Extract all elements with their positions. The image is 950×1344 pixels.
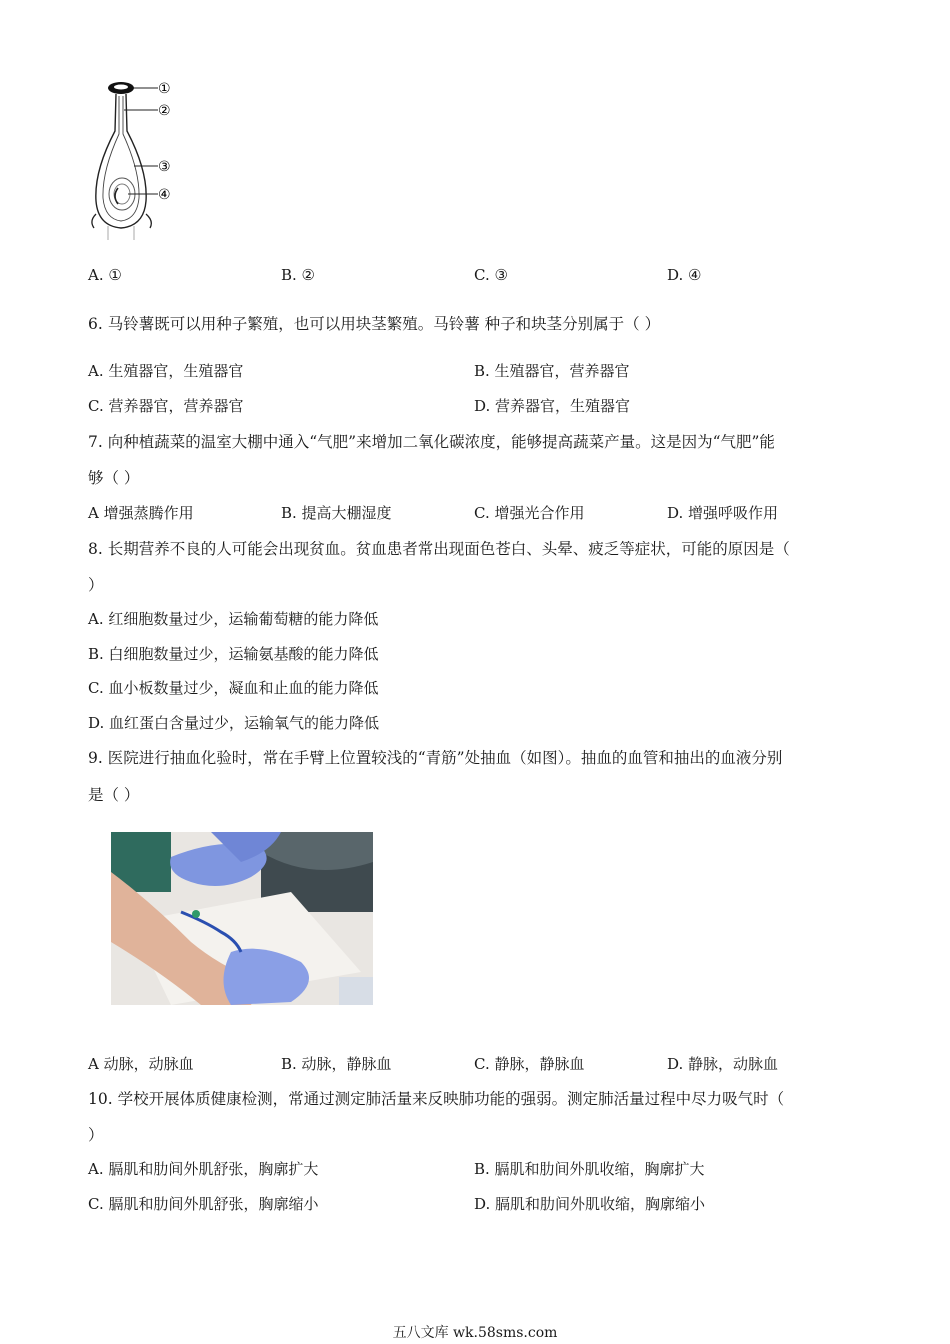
figure-label-1: ① (158, 81, 171, 97)
q5-option-c[interactable]: C. ③ (474, 266, 508, 284)
q8-stem-line2: ） (88, 576, 104, 594)
q7-option-c[interactable]: C. 增强光合作用 (474, 504, 585, 522)
q8-option-c[interactable]: C. 血小板数量过少，凝血和止血的能力降低 (88, 679, 379, 697)
q10-stem-line1: 10. 学校开展体质健康检测，常通过测定肺活量来反映肺功能的强弱。测定肺活量过程中尽力吸气时（ (88, 1090, 785, 1108)
blood-draw-photo (111, 832, 373, 1005)
footer-watermark: 五八文库 wk.58sms.com (392, 1325, 558, 1341)
q9-option-c[interactable]: C. 静脉，静脉血 (474, 1055, 585, 1073)
figure-label-4: ④ (158, 187, 171, 203)
q9-option-b[interactable]: B. 动脉，静脉血 (281, 1055, 392, 1073)
q5-option-a[interactable]: A. ① (88, 266, 122, 284)
q7-option-d[interactable]: D. 增强呼吸作用 (667, 504, 779, 522)
q8-stem-line1: 8. 长期营养不良的人可能会出现贫血。贫血患者常出现面色苍白、头晕、疲乏等症状，可能的原因是（ (88, 540, 790, 558)
q7-stem-line2: 够（ ） (88, 469, 140, 487)
q10-option-a[interactable]: A. 膈肌和肋间外肌舒张，胸廓扩大 (88, 1160, 319, 1178)
q7-option-b[interactable]: B. 提高大棚湿度 (281, 504, 392, 522)
q10-option-d[interactable]: D. 膈肌和肋间外肌收缩，胸廓缩小 (474, 1195, 706, 1213)
q9-option-d[interactable]: D. 静脉，动脉血 (667, 1055, 779, 1073)
q8-option-b[interactable]: B. 白细胞数量过少，运输氨基酸的能力降低 (88, 645, 379, 663)
q6-stem: 6. 马铃薯既可以用种子繁殖，也可以用块茎繁殖。马铃薯 种子和块茎分别属于（ ） (88, 315, 661, 333)
q6-option-a[interactable]: A. 生殖器官，生殖器官 (88, 362, 244, 380)
q10-stem-line2: ） (88, 1126, 104, 1144)
q6-option-b[interactable]: B. 生殖器官，营养器官 (474, 362, 630, 380)
q6-option-c[interactable]: C. 营养器官，营养器官 (88, 397, 244, 415)
q9-option-a[interactable]: A 动脉，动脉血 (88, 1055, 194, 1073)
q10-option-c[interactable]: C. 膈肌和肋间外肌舒张，胸廓缩小 (88, 1195, 319, 1213)
q10-option-b[interactable]: B. 膈肌和肋间外肌收缩，胸廓扩大 (474, 1160, 705, 1178)
q6-option-d[interactable]: D. 营养器官，生殖器官 (474, 397, 631, 415)
figure-label-3: ③ (158, 159, 171, 175)
q7-stem-line1: 7. 向种植蔬菜的温室大棚中通入“气肥”来增加二氧化碳浓度，能够提高蔬菜产量。这是因为“气肥”能 (88, 433, 775, 451)
figure-label-2: ② (158, 103, 171, 119)
q9-stem-line2: 是（ ） (88, 786, 140, 804)
q8-option-d[interactable]: D. 血红蛋白含量过少，运输氧气的能力降低 (88, 714, 380, 732)
q5-option-b[interactable]: B. ② (281, 266, 316, 284)
pistil-diagram (84, 76, 184, 242)
q5-option-d[interactable]: D. ④ (667, 266, 702, 284)
q7-option-a[interactable]: A 增强蒸腾作用 (88, 504, 194, 522)
q8-option-a[interactable]: A. 红细胞数量过少，运输葡萄糖的能力降低 (88, 610, 379, 628)
q9-stem-line1: 9. 医院进行抽血化验时，常在手臂上位置较浅的“青筋”处抽血（如图）。抽血的血管和抽出的血液分别 (88, 749, 783, 767)
